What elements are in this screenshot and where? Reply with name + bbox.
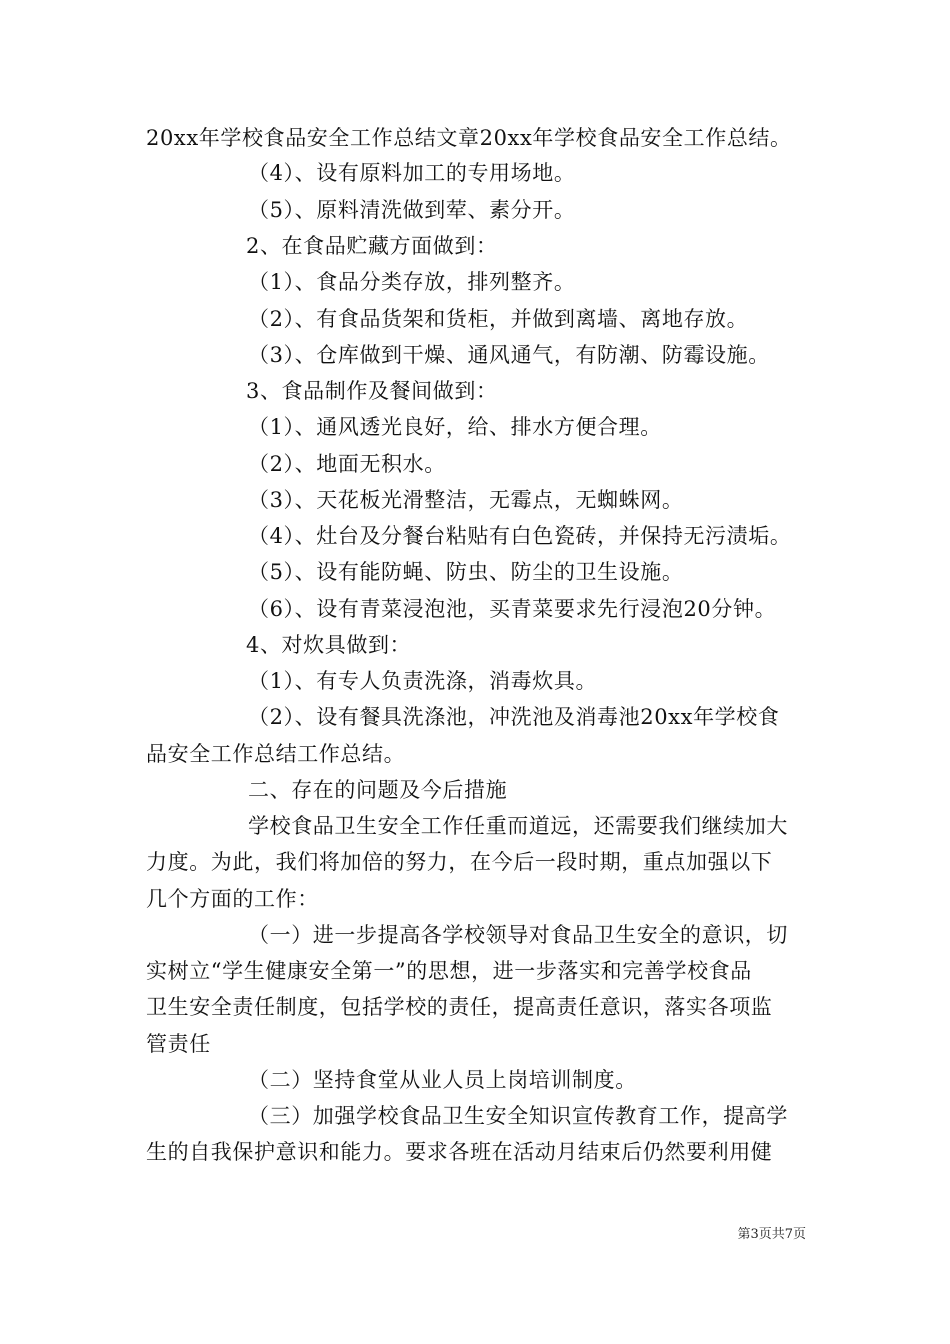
text-line: 实树立“学生健康安全第一”的思想，进一步落实和完善学校食品 [146, 959, 752, 983]
text-line: 2、在食品贮藏方面做到： [246, 234, 498, 258]
text-line: 4、对炊具做到： [246, 633, 412, 657]
text-line: 管责任 [146, 1032, 211, 1056]
text-line: （4）、灶台及分餐台粘贴有白色瓷砖，并保持无污渍垢。 [248, 524, 792, 548]
text-line: （1）、通风透光良好，给、排水方便合理。 [248, 415, 662, 439]
text-line: （5）、原料清洗做到荤、素分开。 [248, 198, 576, 222]
page-number: 第3页共7页 [737, 1227, 806, 1242]
text-line: 卫生安全责任制度，包括学校的责任，提高责任意识，落实各项监 [146, 995, 773, 1019]
text-line: （2）、地面无积水。 [248, 452, 446, 476]
text-line: （三）加强学校食品卫生安全知识宣传教育工作，提高学 [248, 1104, 788, 1128]
text-line: （4）、设有原料加工的专用场地。 [248, 161, 576, 185]
text-line: 学校食品卫生安全工作任重而道远，还需要我们继续加大 [248, 814, 788, 838]
text-line: （5）、设有能防蝇、防虫、防尘的卫生设施。 [248, 560, 684, 584]
text-line: （二）坚持食堂从业人员上岗培训制度。 [248, 1068, 637, 1092]
text-line: 几个方面的工作： [146, 887, 319, 911]
text-line: 力度。为此，我们将加倍的努力，在今后一段时期，重点加强以下 [146, 850, 773, 874]
text-line: （2）、有食品货架和货柜，并做到离墙、离地存放。 [248, 307, 749, 331]
text-line: （2）、设有餐具洗涤池，冲洗池及消毒池20xx年学校食 [248, 705, 780, 729]
text-line: （3）、仓库做到干燥、通风通气，有防潮、防霉设施。 [248, 343, 770, 367]
text-line: 20xx年学校食品安全工作总结文章20xx年学校食品安全工作总结。 [146, 126, 792, 150]
text-line: 3、食品制作及餐间做到： [246, 379, 498, 403]
section-heading: 二、存在的问题及今后措施 [248, 778, 508, 802]
text-line: （1）、食品分类存放，排列整齐。 [248, 270, 576, 294]
text-line: （一）进一步提高各学校领导对食品卫生安全的意识，切 [248, 923, 788, 947]
text-line: 品安全工作总结工作总结。 [146, 742, 406, 766]
text-line: （3）、天花板光滑整洁，无霉点，无蜘蛛网。 [248, 488, 684, 512]
text-line: 生的自我保护意识和能力。要求各班在活动月结束后仍然要利用健 [146, 1140, 773, 1164]
text-line: （6）、设有青菜浸泡池，买青菜要求先行浸泡20分钟。 [248, 597, 777, 621]
text-line: （1）、有专人负责洗涤，消毒炊具。 [248, 669, 598, 693]
